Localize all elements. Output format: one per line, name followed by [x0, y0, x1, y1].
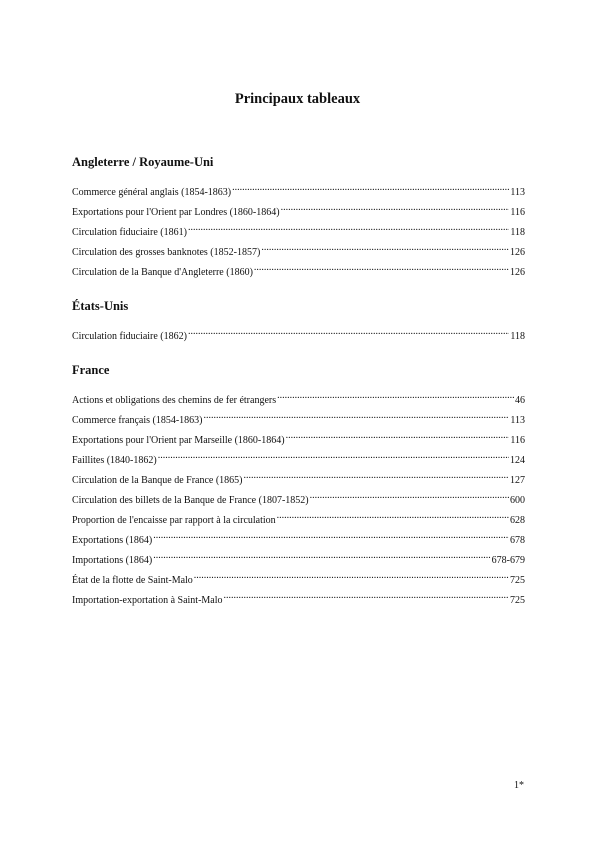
toc-entry[interactable]: [72, 244, 525, 264]
dot-leader: [277, 512, 509, 523]
toc-entry-title: Importation-exportation à Saint-Malo: [72, 595, 223, 606]
toc-entry-page: 113: [510, 415, 525, 426]
dot-leader: [153, 552, 490, 563]
toc-list: [72, 392, 525, 612]
toc-entry[interactable]: [72, 264, 525, 284]
toc-entry-title: Exportations pour l'Orient par Marseille (1860-1864): [72, 435, 285, 446]
toc-list: [72, 184, 525, 284]
toc-entry-title: Actions et obligations des chemins de fer étrangers: [72, 395, 277, 406]
toc-list: [72, 328, 525, 348]
toc-entry-title: Circulation fiduciaire (1861): [72, 227, 187, 238]
toc-entry-title: Commerce général anglais (1854-1863): [72, 187, 232, 198]
toc-entry[interactable]: [72, 472, 525, 492]
dot-leader: [244, 472, 510, 483]
toc-entry-title: Commerce français (1854-1863): [72, 415, 203, 426]
toc-entry[interactable]: [72, 552, 525, 572]
section-angleterre: [72, 154, 525, 284]
toc-entry-title: Circulation de la Banque de France (1865): [72, 475, 243, 486]
toc-entry[interactable]: [72, 224, 525, 244]
toc-entry-page: 46: [515, 395, 525, 406]
toc-entry-title: État de la flotte de Saint-Malo: [72, 575, 193, 586]
toc-entry-page: 124: [510, 455, 525, 466]
dot-leader: [286, 432, 510, 443]
toc-entry-title: Circulation de la Banque d'Angleterre (1860): [72, 267, 253, 278]
dot-leader: [232, 184, 509, 195]
dot-leader: [188, 328, 509, 339]
toc-entry-page: 678: [510, 535, 525, 546]
dot-leader: [261, 244, 509, 255]
toc-entry-title: Circulation des billets de la Banque de France (1807-1852): [72, 495, 309, 506]
toc-entry-page: 628: [510, 515, 525, 526]
dot-leader: [277, 392, 514, 403]
page-number: 1*: [514, 780, 524, 791]
toc-entry-title: Circulation fiduciaire (1862): [72, 331, 187, 342]
toc-entry-page: 678-679: [491, 555, 525, 566]
toc-entry-title: Exportations (1864): [72, 535, 153, 546]
toc-entry[interactable]: [72, 592, 525, 612]
dot-leader: [224, 592, 509, 603]
toc-entry-page: 725: [510, 575, 525, 586]
toc-entry-page: 126: [510, 267, 525, 278]
table-of-contents: [72, 154, 525, 612]
dot-leader: [158, 452, 509, 463]
toc-entry-page: 118: [510, 227, 525, 238]
section-heading: Angleterre / Royaume-Uni: [72, 155, 214, 169]
dot-leader: [281, 204, 510, 215]
toc-entry-title: Importations (1864): [72, 555, 153, 566]
toc-entry[interactable]: [72, 328, 525, 348]
toc-entry[interactable]: [72, 392, 525, 412]
toc-entry-page: 113: [510, 187, 525, 198]
toc-entry[interactable]: [72, 492, 525, 512]
toc-entry-title: Circulation des grosses banknotes (1852-1857): [72, 247, 261, 258]
page-title: Principaux tableaux: [234, 91, 361, 107]
section-heading: États-Unis: [72, 299, 129, 313]
toc-entry[interactable]: [72, 532, 525, 552]
toc-entry-page: 116: [510, 207, 525, 218]
toc-entry-title: Proportion de l'encaisse par rapport à la circulation: [72, 515, 276, 526]
toc-entry-page: 118: [510, 331, 525, 342]
toc-entry-page: 725: [510, 595, 525, 606]
section-etats-unis: [72, 298, 525, 348]
toc-entry[interactable]: [72, 204, 525, 224]
dot-leader: [153, 532, 509, 543]
dot-leader: [310, 492, 509, 503]
toc-entry-page: 600: [510, 495, 525, 506]
toc-entry[interactable]: [72, 452, 525, 472]
dot-leader: [188, 224, 509, 235]
toc-entry-title: Exportations pour l'Orient par Londres (1860-1864): [72, 207, 280, 218]
dot-leader: [204, 412, 510, 423]
toc-entry-page: 126: [510, 247, 525, 258]
dot-leader: [194, 572, 509, 583]
toc-entry[interactable]: [72, 184, 525, 204]
toc-entry[interactable]: [72, 412, 525, 432]
toc-entry-title: Faillites (1840-1862): [72, 455, 157, 466]
section-heading: France: [72, 363, 110, 377]
toc-entry[interactable]: [72, 512, 525, 532]
section-france: [72, 362, 525, 612]
toc-entry-page: 116: [510, 435, 525, 446]
dot-leader: [254, 264, 509, 275]
toc-entry-page: 127: [510, 475, 525, 486]
toc-entry[interactable]: [72, 432, 525, 452]
toc-entry[interactable]: [72, 572, 525, 592]
